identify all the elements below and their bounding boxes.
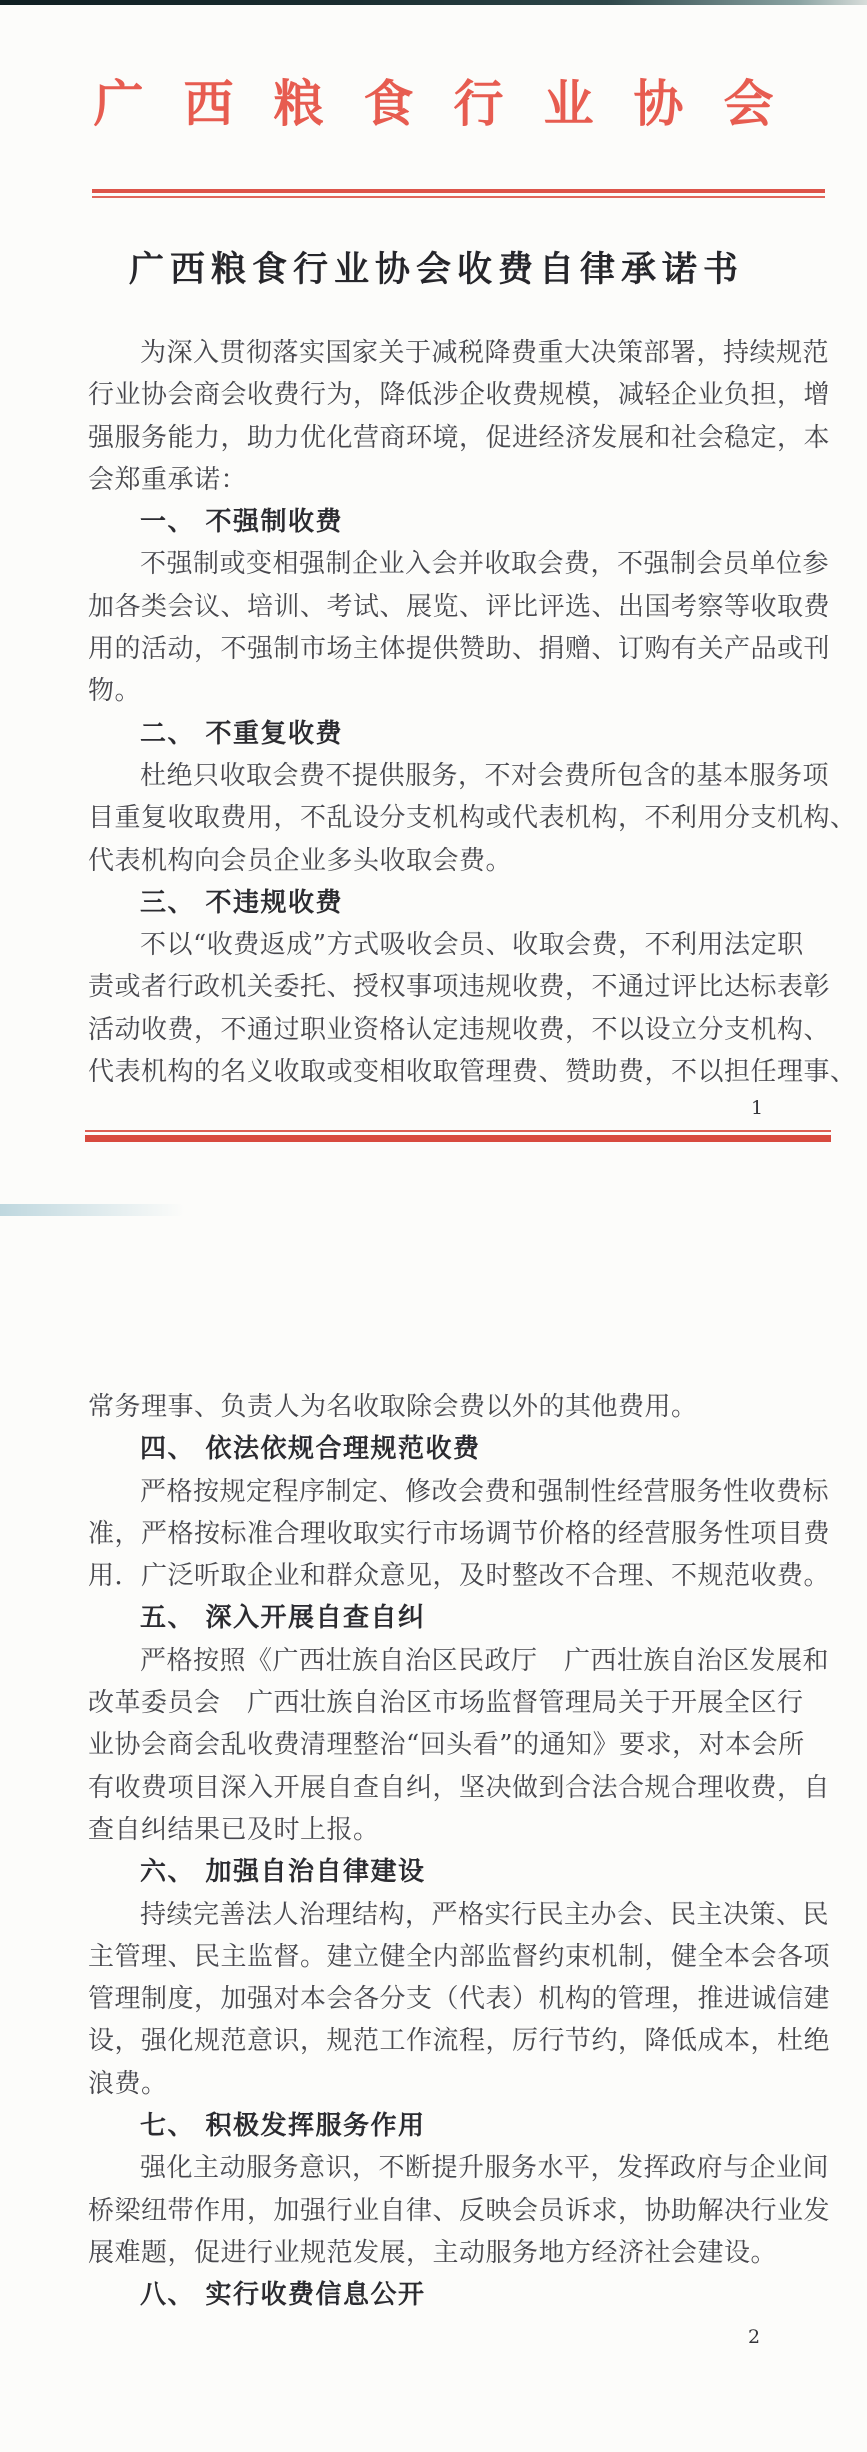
body-text-line: 设，强化规范意识，规范工作流程，厉行节约，降低成本，杜绝 <box>88 2026 831 2057</box>
page1-body-text <box>88 332 857 1093</box>
body-text-line: 加各类会议、培训、考试、展览、评比评选、出国考察等收取费 <box>88 591 831 622</box>
letterhead-text: 广西粮食行业协会 <box>93 74 814 133</box>
body-text-line: 强服务能力，助力优化营商环境，促进经济发展和社会稳定，本 <box>88 422 831 453</box>
body-text-line: 不以“收费返成”方式吸收会员、收取会费，不利用法定职 <box>140 930 804 961</box>
body-text-line: 用．广泛听取企业和群众意见，及时整改不合理、不规范收费。 <box>88 1561 831 1592</box>
body-text-line: 责或者行政机关委托、授权事项违规收费，不通过评比达标表彰 <box>88 972 831 1003</box>
body-text-line: 活动收费，不通过职业资格认定违规收费，不以设立分支机构、 <box>88 1014 831 1045</box>
body-text-line: 准，严格按标准合理收取实行市场调节价格的经营服务性项目费 <box>88 1518 831 1549</box>
section-heading: 五、 深入开展自查自纠 <box>140 1603 426 1634</box>
body-text-line: 严格按照《广西壮族自治区民政厅 广西壮族自治区发展和 <box>140 1645 830 1676</box>
section-heading: 七、 积极发挥服务作用 <box>140 2111 426 2142</box>
footer-rule-thin <box>85 1130 831 1132</box>
body-text-line: 会郑重承诺： <box>88 464 248 495</box>
page1-footer-rule <box>85 1130 831 1142</box>
scan-smudge <box>0 1204 185 1216</box>
document-title <box>0 242 867 292</box>
section-heading: 六、 加强自治自律建设 <box>140 1857 426 1888</box>
body-text-line: 管理制度，加强对本会各分支（代表）机构的管理，推进诚信建 <box>88 1984 831 2015</box>
letterhead-rule <box>92 189 825 198</box>
section-heading: 一、 不强制收费 <box>140 507 344 538</box>
body-text-line: 为深入贯彻落实国家关于减税降费重大决策部署，持续规范 <box>140 338 830 368</box>
section-heading: 四、 依法依规合理规范收费 <box>140 1434 481 1465</box>
section-heading: 三、 不违规收费 <box>140 887 344 918</box>
body-text-line: 主管理、民主监督。建立健全内部监督约束机制，健全本会各项 <box>88 1941 831 1972</box>
letterhead-rule-thick <box>92 189 825 193</box>
body-text-line: 代表机构向会员企业多头收取会费。 <box>88 845 513 876</box>
letterhead-org-name <box>0 64 867 136</box>
scanner-edge-strip <box>0 0 867 5</box>
page2-body-text <box>88 1386 838 2317</box>
body-text-line: 持续完善法人治理结构，严格实行民主办会、民主决策、民 <box>140 1899 830 1930</box>
page2-number: 2 <box>748 2326 761 2348</box>
body-text-line: 不强制或变相强制企业入会并收取会费，不强制会员单位参 <box>140 549 830 580</box>
section-heading: 二、 不重复收费 <box>140 718 344 749</box>
body-text-line: 业协会商会乱收费清理整治“回头看”的通知》要求，对本会所 <box>88 1730 805 1761</box>
body-text-line: 改革委员会 广西壮族自治区市场监督管理局关于开展全区行 <box>88 1688 804 1719</box>
body-text-line: 物。 <box>88 676 142 707</box>
body-text-line: 行业协会商会收费行为，降低涉企收费规模，减轻企业负担，增 <box>88 380 831 411</box>
body-text-line: 强化主动服务意识，不断提升服务水平，发挥政府与企业间 <box>140 2153 830 2184</box>
section-heading: 八、 实行收费信息公开 <box>140 2280 426 2311</box>
body-text-line: 代表机构的名义收取或变相收取管理费、赞助费，不以担任理事、 <box>88 1057 857 1088</box>
body-text-line: 展难题，促进行业规范发展，主动服务地方经济社会建设。 <box>88 2237 778 2268</box>
page1-number: 1 <box>751 1097 764 1119</box>
body-text-line: 常务理事、负责人为名收取除会费以外的其他费用。 <box>88 1392 698 1422</box>
body-text-line: 目重复收取费用，不乱设分支机构或代表机构，不利用分支机构、 <box>88 803 857 834</box>
body-text-line: 杜绝只收取会费不提供服务，不对会费所包含的基本服务项 <box>140 760 830 791</box>
body-text-line: 用的活动，不强制市场主体提供赞助、捐赠、订购有关产品或刊 <box>88 634 831 665</box>
document-title-text: 广西粮食行业协会收费自律承诺书 <box>128 249 744 290</box>
letterhead-rule-thin <box>92 196 825 198</box>
body-text-line: 桥梁纽带作用，加强行业自律、反映会员诉求，协助解决行业发 <box>88 2195 831 2226</box>
footer-rule-thick <box>85 1135 831 1142</box>
body-text-line: 浪费。 <box>88 2068 168 2099</box>
body-text-line: 有收费项目深入开展自查自纠，坚决做到合法合规合理收费，自 <box>88 1772 831 1803</box>
body-text-line: 严格按规定程序制定、修改会费和强制性经营服务性收费标 <box>140 1476 830 1507</box>
body-text-line: 查自纠结果已及时上报。 <box>88 1814 380 1845</box>
